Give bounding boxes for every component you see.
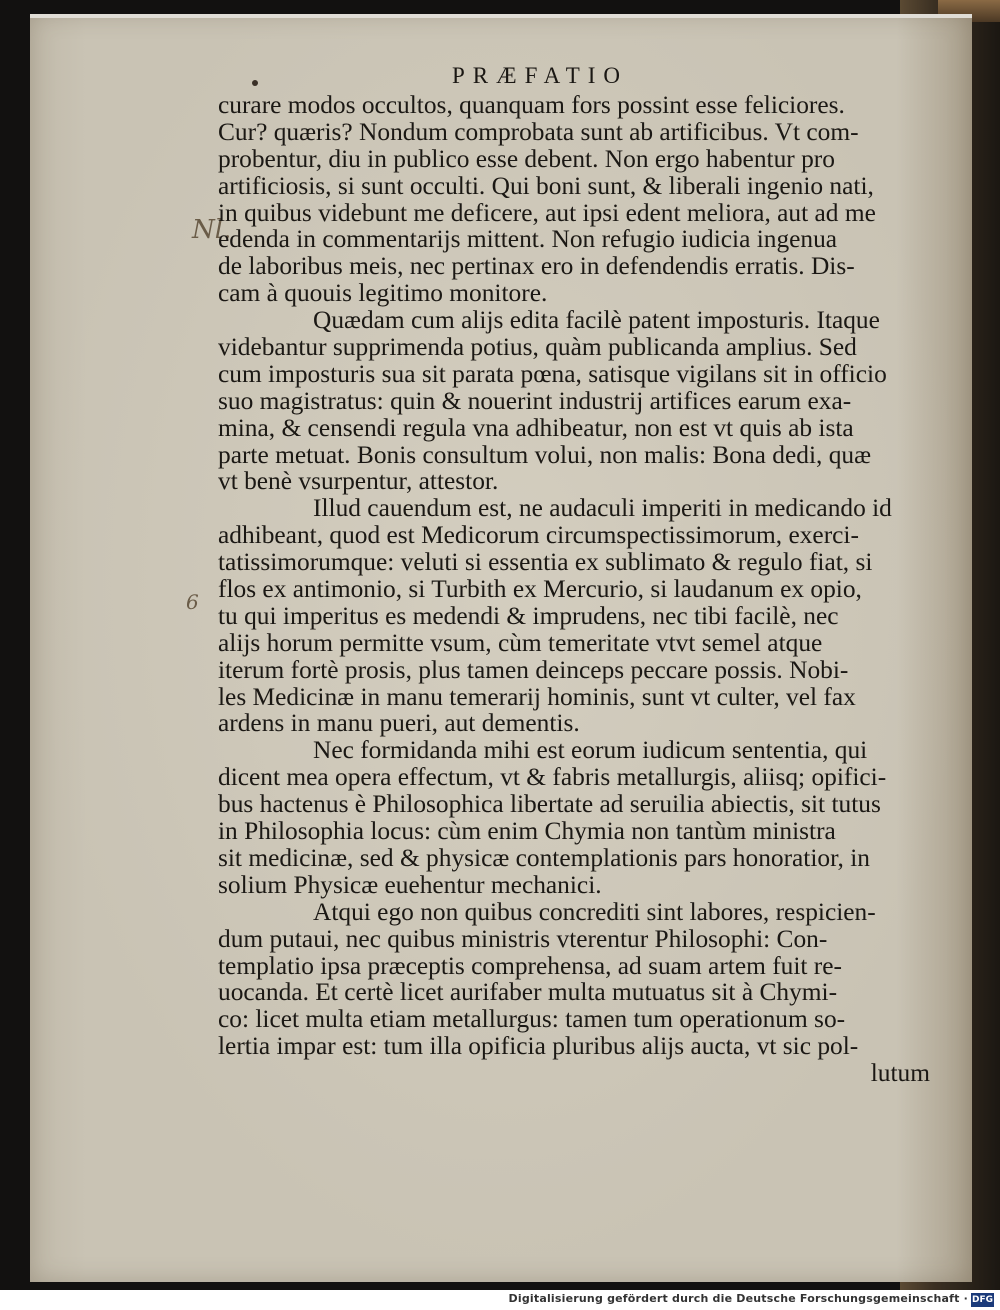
text-line: dicent mea opera effectum, vt & fabris metallurgis, aliisq; opifici- xyxy=(218,763,887,792)
catchword: lutum xyxy=(870,1059,930,1088)
margin-note-1: Nl. xyxy=(192,215,232,245)
text-line: lertia impar est: tum illa opificia pluribus alijs aucta, vt sic pol- xyxy=(218,1032,859,1061)
text-line: probentur, diu in publico esse debent. Non ergo habentur pro xyxy=(218,144,835,173)
text-line: vt benè vsurpentur, attestor. xyxy=(218,467,499,496)
text-line: suo magistratus: quin & nouerint industrij artifices earum exa- xyxy=(218,386,852,415)
text-line: mina, & censendi regula vna adhibeatur, non est vt quis ab ista xyxy=(218,413,854,442)
text-line: artificiosis, si sunt occulti. Qui boni sunt, & liberali ingenio nati, xyxy=(218,171,874,200)
text-line: adhibeant, quod est Medicorum circumspectissimorum, exerci- xyxy=(218,521,859,550)
text-line: ardens in manu pueri, aut dementis. xyxy=(218,709,580,738)
text-line: in quibus videbunt me deficere, aut ipsi edent meliora, aut ad me xyxy=(218,198,876,227)
text-line: iterum fortè prosis, plus tamen deinceps peccare possis. Nobi- xyxy=(218,655,849,684)
text-line: sit medicinæ, sed & physicæ contemplationis pars honoratior, in xyxy=(218,843,870,872)
dfg-logo: DFG xyxy=(971,1295,993,1305)
page-top-edge xyxy=(30,14,972,18)
text-line: Illud cauendum est, ne audaculi imperiti in medicando id xyxy=(313,494,892,523)
margin-note-2: 6 xyxy=(186,590,199,614)
text-line: alijs horum permitte vsum, cùm temeritate vtvt semel atque xyxy=(218,628,823,657)
text-line: Quædam cum alijs edita facilè patent imposturis. Itaque xyxy=(313,306,880,335)
text-line: co: licet multa etiam metallurgus: tamen tum operationum so- xyxy=(218,1005,846,1034)
text-line: cum imposturis sua sit parata pœna, satisque vigilans sit in officio xyxy=(218,359,887,388)
text-line: tu qui imperitus es medendi & imprudens, nec tibi facilè, nec xyxy=(218,601,839,630)
text-line: uocanda. Et certè licet aurifaber multa mutuatus sit à Chymi- xyxy=(218,978,838,1007)
text-line: parte metuat. Bonis consultum volui, non malis: Bona dedi, quæ xyxy=(218,440,872,469)
page-body-text xyxy=(218,92,930,1087)
text-line: templatio ipsa præceptis comprehensa, ad suam artem fuit re- xyxy=(218,951,842,980)
text-line: cam à quouis legitimo monitore. xyxy=(218,279,548,308)
text-line: videbantur supprimenda potius, quàm publicanda amplius. Sed xyxy=(218,333,857,362)
text-line: les Medicinæ in manu temerarij hominis, sunt vt culter, vel fax xyxy=(218,682,856,711)
text-line: dum putaui, nec quibus ministris vterentur Philosophi: Con- xyxy=(218,924,828,953)
text-line: de laboribus meis, nec pertinax ero in defendendis erratis. Dis- xyxy=(218,252,855,281)
text-line: edenda in commentarijs mittent. Non refugio iudicia ingenua xyxy=(218,225,838,254)
text-line: solium Physicæ euehentur mechanici. xyxy=(218,870,602,899)
text-line: Atqui ego non quibus concrediti sint labores, respicien- xyxy=(313,897,876,926)
text-line: tatissimorumque: veluti si essentia ex sublimato & regulo fiat, si xyxy=(218,548,873,577)
text-line: bus hactenus è Philosophica libertate ad seruilia abiectis, sit tutus xyxy=(218,790,881,819)
digitization-footer xyxy=(0,1290,1000,1310)
running-title: PRÆFATIO xyxy=(452,63,629,88)
ink-spot xyxy=(252,80,258,86)
text-line: Cur? quæris? Nondum comprobata sunt ab artificibus. Vt com- xyxy=(218,117,859,146)
text-line: in Philosophia locus: cùm enim Chymia non tantùm ministra xyxy=(218,817,836,846)
funding-note: Digitalisierung gefördert durch die Deutsche Forschungsgemeinschaft · xyxy=(508,1292,968,1305)
text-line: Nec formidanda mihi est eorum iudicum sententia, qui xyxy=(313,736,868,765)
text-line: curare modos occultos, quanquam fors possint esse feliciores. xyxy=(218,91,845,119)
text-line: flos ex antimonio, si Turbith ex Mercurio, si laudanum ex opio, xyxy=(218,575,862,604)
